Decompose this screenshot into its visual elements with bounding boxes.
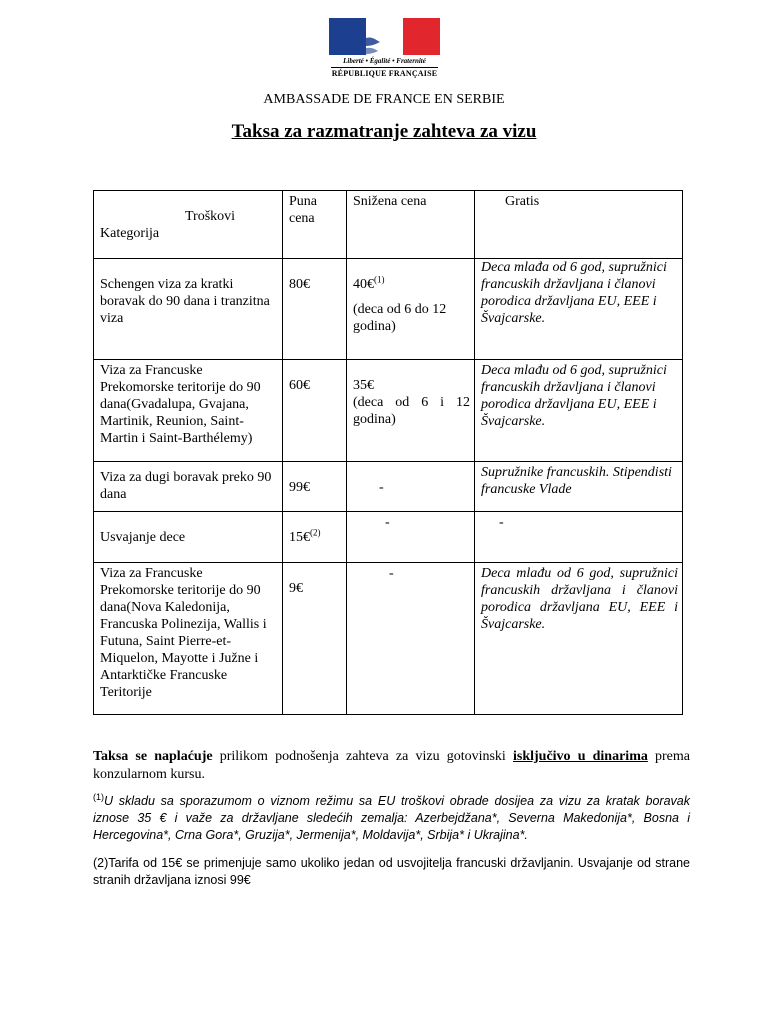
full-price-cell: 15€$^{(2)}$	[283, 512, 347, 563]
footnote-2: (2)Tarifa od 15€ se primenjuje samo ukoliko jedan od usvojitelja francuski državljanin. Usvajanje od strane stranih državljana iznosi 99€	[93, 856, 690, 887]
table-row	[94, 462, 683, 512]
footnote-1: $^{(1)}$U skladu sa sporazumom o viznom režimu sa EU troškovi obrade dosijea za vizu za kratak boravak iznose 35 € i važe za državljane sledećih zemalja: Azerbejdžana*, Severna Makedonija*, Bosna i Hercegovina*, Crna Gora*, Gruzija*, Jermenija*, Moldavija*, Srbija* i Ukrajina*.	[93, 791, 690, 842]
header-category-cell	[94, 191, 283, 259]
category-cell: Usvajanje dece	[94, 512, 283, 563]
logo-republic-text: RÉPUBLIQUE FRANÇAISE	[331, 69, 438, 78]
full-price-cell: 99€	[283, 462, 347, 512]
full-price-cell: 80€	[283, 259, 347, 360]
logo-motto: Liberté • Égalité • Fraternité	[343, 57, 426, 65]
marianne-flag-emblem	[329, 18, 440, 55]
free-cell: Supružnike francuskih. Stipendisti francuske Vlade	[475, 462, 683, 512]
full-price-cell: 60€	[283, 360, 347, 462]
header-full-price: Puna cena	[283, 191, 347, 259]
category-cell: Viza za Francuske Prekomorske teritorije do 90 dana(Gvadalupa, Gvajana, Martinik, Reunion, Saint-Martin i Saint-Barthélemy)	[94, 360, 283, 462]
reduced-price-cell: -	[347, 563, 475, 715]
category-cell: Viza za dugi boravak preko 90 dana	[94, 462, 283, 512]
embassy-name: AMBASSADE DE FRANCE EN SERBIE	[263, 92, 505, 107]
marianne-profile-icon	[366, 18, 403, 55]
header-troskovi: Troškovi	[185, 209, 236, 224]
header-reduced-price: Snižena cena	[347, 191, 475, 259]
page-title: Taksa za razmatranje zahteva za vizu	[231, 121, 537, 142]
reduced-price-cell: -	[347, 462, 475, 512]
free-cell: Deca mlađu od 6 god, supružnici francuskih državljana i članovi porodica državljana EU, EEE i Švajcarske.	[475, 563, 683, 715]
logo-divider	[331, 67, 438, 68]
visa-fee-table	[93, 190, 683, 715]
table-row	[94, 259, 683, 360]
table-header-row	[94, 191, 683, 259]
free-cell: Deca mlađa od 6 god, supružnici francuskih državljana i članovi porodica državljana EU, EEE i Švajcarske.	[475, 259, 683, 360]
table-row	[94, 360, 683, 462]
category-cell: Schengen viza za kratki boravak do 90 dana i tranzitna viza	[94, 259, 283, 360]
full-price-cell: 9€	[283, 563, 347, 715]
header-kategorija: Kategorija	[100, 226, 160, 241]
table-row	[94, 563, 683, 715]
header-free: Gratis	[475, 191, 683, 259]
reduced-price-cell: 40€$^{(1)}$ (deca od 6 do 12 godina)	[347, 259, 475, 360]
reduced-price-cell: -	[347, 512, 475, 563]
republique-francaise-logo	[329, 18, 440, 78]
table-row	[94, 512, 683, 563]
category-cell: Viza za Francuske Prekomorske teritorije do 90 dana(Nova Kaledonija, Francuska Polinezija, Wallis i Futuna, Saint Pierre-et-Miquelon, Mayotte i Južne i Antarktičke Francuske Teritorije	[94, 563, 283, 715]
reduced-price-cell: 35€ (deca od 6 i 12 godina)	[347, 360, 475, 462]
payment-note: Taksa se naplaćuje prilikom podnošenja zahteva za vizu gotovinski isključivo u dinarima prema konzularnom kursu.	[93, 749, 690, 782]
free-cell: -	[475, 512, 683, 563]
free-cell: Deca mlađu od 6 god, supružnici francuskih državljana i članovi porodica državljana EU, EEE i Švajcarske.	[475, 360, 683, 462]
